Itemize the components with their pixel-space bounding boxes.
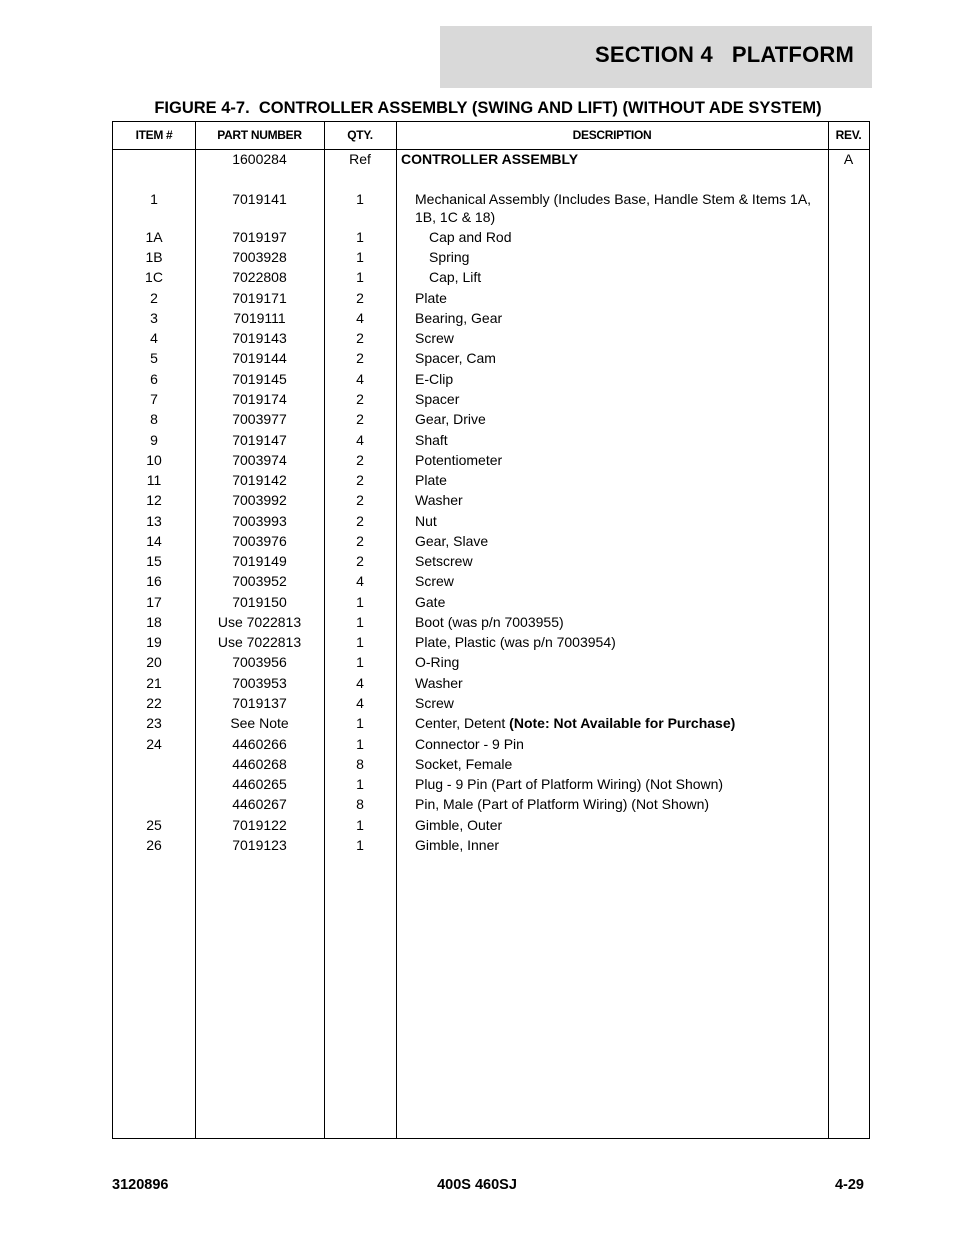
description-cell: Washer xyxy=(415,492,463,508)
quantity-cell: 2 xyxy=(356,492,364,508)
quantity-cell: 4 xyxy=(356,695,364,711)
column-divider xyxy=(828,122,829,1138)
quantity-cell: 1 xyxy=(356,736,364,752)
description-cell: Plate xyxy=(415,472,447,488)
quantity-cell: 1 xyxy=(356,634,364,650)
item-number-cell: 8 xyxy=(150,411,158,427)
part-number-cell: 7019111 xyxy=(233,310,286,326)
purchase-note: (Note: Not Available for Purchase) xyxy=(509,715,736,731)
description-cell: O-Ring xyxy=(415,654,460,670)
description-cell: Washer xyxy=(415,675,463,691)
quantity-cell: 2 xyxy=(356,391,364,407)
item-number-cell: 12 xyxy=(146,492,162,508)
quantity-cell: 2 xyxy=(356,553,364,569)
part-number-cell: 7003976 xyxy=(232,533,287,549)
column-header-qty: QTY. xyxy=(347,128,373,142)
description-cell: Spacer xyxy=(415,391,460,407)
part-number-cell: 7019197 xyxy=(232,229,287,245)
description-cell: Screw xyxy=(415,695,454,711)
description-cell: Boot (was p/n 7003955) xyxy=(415,614,564,630)
description-cell: Gear, Slave xyxy=(415,533,489,549)
description-cell: Spacer, Cam xyxy=(415,350,496,366)
quantity-cell: 2 xyxy=(356,452,364,468)
quantity-cell: 4 xyxy=(356,371,364,387)
section-title: SECTION 4 PLATFORM xyxy=(594,42,854,67)
item-number-cell: 2 xyxy=(150,290,158,306)
quantity-cell: 4 xyxy=(356,573,364,589)
quantity-cell: 2 xyxy=(356,290,364,306)
quantity-cell: 4 xyxy=(356,675,364,691)
part-number-cell: 7019122 xyxy=(232,817,287,833)
description-cell: E-Clip xyxy=(415,371,454,387)
quantity-cell: 1 xyxy=(356,594,364,610)
quantity-cell: 2 xyxy=(356,330,364,346)
quantity-cell: 1 xyxy=(356,715,364,731)
part-number-cell: 7022808 xyxy=(232,269,287,285)
description-cell: Gate xyxy=(415,594,446,610)
item-number-cell: 1A xyxy=(145,229,163,245)
quantity-cell: 1 xyxy=(356,614,364,630)
item-number-cell: 13 xyxy=(146,513,162,529)
description-cell xyxy=(415,714,735,732)
quantity-cell: 1 xyxy=(356,269,364,285)
item-number-cell: 10 xyxy=(146,452,162,468)
part-number-cell: 7019174 xyxy=(232,391,287,407)
quantity-cell: 1 xyxy=(356,776,364,792)
item-number-cell: 1C xyxy=(145,269,163,285)
quantity-cell: 4 xyxy=(356,432,364,448)
description-cell: Pin, Male (Part of Platform Wiring) (Not Shown) xyxy=(415,796,710,812)
description-cell: Mechanical Assembly (Includes Base, Handle Stem & Items 1A, 1B, 1C & 18) xyxy=(415,191,812,225)
part-number-cell: See Note xyxy=(230,715,289,731)
description-cell: Bearing, Gear xyxy=(415,310,503,326)
quantity-cell: 8 xyxy=(356,756,364,772)
description-cell: Screw xyxy=(415,573,454,589)
description-cell: CONTROLLER ASSEMBLY xyxy=(401,151,579,167)
quantity-cell: 1 xyxy=(356,837,364,853)
part-number-cell: 7003974 xyxy=(232,452,287,468)
column-header-rev: REV. xyxy=(835,128,862,142)
part-number-cell: 7019137 xyxy=(232,695,287,711)
part-number-cell: 7019149 xyxy=(232,553,287,569)
quantity-cell: Ref xyxy=(349,151,371,167)
quantity-cell: 4 xyxy=(356,310,364,326)
part-number-cell: 7003953 xyxy=(232,675,287,691)
description-cell: Socket, Female xyxy=(415,756,513,772)
quantity-cell: 1 xyxy=(356,817,364,833)
revision-cell: A xyxy=(843,151,854,167)
item-number-cell: 26 xyxy=(146,837,162,853)
item-number-cell: 18 xyxy=(146,614,162,630)
part-number-cell: 7019123 xyxy=(232,837,287,853)
quantity-cell: 2 xyxy=(356,533,364,549)
part-number-cell: 7003992 xyxy=(232,492,287,508)
item-number-cell: 23 xyxy=(146,715,162,731)
column-header-item: ITEM # xyxy=(135,128,173,142)
part-number-cell: 7019144 xyxy=(232,350,287,366)
item-number-cell: 3 xyxy=(150,310,158,326)
item-number-cell: 1B xyxy=(145,249,163,265)
description-cell: Shaft xyxy=(415,432,448,448)
item-number-cell: 22 xyxy=(146,695,162,711)
description-cell: Plate, Plastic (was p/n 7003954) xyxy=(415,634,616,650)
part-number-cell: 7019147 xyxy=(232,432,287,448)
item-number-cell: 15 xyxy=(146,553,162,569)
quantity-cell: 1 xyxy=(356,654,364,670)
description-cell: Gimble, Inner xyxy=(415,837,500,853)
description-cell: Screw xyxy=(415,330,454,346)
parts-table xyxy=(112,121,870,1139)
part-number-cell: 4460266 xyxy=(232,736,287,752)
part-number-cell: 7019171 xyxy=(232,290,287,306)
part-number-cell: 4460265 xyxy=(232,776,287,792)
item-number-cell: 17 xyxy=(146,594,162,610)
column-header-part-number: PART NUMBER xyxy=(217,128,302,142)
part-number-cell: 7019150 xyxy=(232,594,287,610)
description-cell: Plate xyxy=(415,290,447,306)
footer-page-number: 4-29 xyxy=(834,1177,864,1193)
description-cell: Plug - 9 Pin (Part of Platform Wiring) (Not Shown) xyxy=(415,776,724,792)
description-cell: Potentiometer xyxy=(415,452,503,468)
part-number-cell: 4460268 xyxy=(232,756,287,772)
part-number-cell: 7003977 xyxy=(232,411,287,427)
part-number-cell: 7003952 xyxy=(232,573,287,589)
item-number-cell: 4 xyxy=(150,330,158,346)
part-number-cell: 7003993 xyxy=(232,513,287,529)
item-number-cell: 7 xyxy=(150,391,158,407)
part-number-cell: Use 7022813 xyxy=(217,634,302,650)
item-number-cell: 11 xyxy=(146,472,162,488)
item-number-cell: 16 xyxy=(146,573,162,589)
item-number-cell: 20 xyxy=(146,654,162,670)
item-number-cell: 25 xyxy=(146,817,162,833)
footer-document-number: 3120896 xyxy=(112,1177,169,1193)
figure-title: FIGURE 4-7. CONTROLLER ASSEMBLY (SWING AND LIFT) (WITHOUT ADE SYSTEM) xyxy=(154,99,822,117)
description-cell: Setscrew xyxy=(415,553,473,569)
description-cell: Cap and Rod xyxy=(429,229,512,245)
column-divider xyxy=(396,122,397,1138)
item-number-cell: 1 xyxy=(150,191,158,207)
part-number-cell: 7019145 xyxy=(232,371,287,387)
part-number-cell: 7019142 xyxy=(232,472,287,488)
description-cell: Cap, Lift xyxy=(429,269,482,285)
quantity-cell: 2 xyxy=(356,472,364,488)
part-number-cell: 7003956 xyxy=(232,654,287,670)
quantity-cell: 8 xyxy=(356,796,364,812)
item-number-cell: 24 xyxy=(146,736,162,752)
description-cell: Connector - 9 Pin xyxy=(415,736,524,752)
item-number-cell: 21 xyxy=(146,675,162,691)
part-number-cell: 7003928 xyxy=(232,249,287,265)
item-number-cell: 5 xyxy=(150,350,158,366)
description-cell: Nut xyxy=(415,513,437,529)
item-number-cell: 19 xyxy=(146,634,162,650)
quantity-cell: 2 xyxy=(356,411,364,427)
footer-model: 400S 460SJ xyxy=(437,1177,517,1193)
part-number-cell: 4460267 xyxy=(232,796,287,812)
quantity-cell: 2 xyxy=(356,513,364,529)
quantity-cell: 1 xyxy=(356,229,364,245)
item-number-cell: 6 xyxy=(150,371,158,387)
section-header xyxy=(440,26,872,88)
part-number-cell: 7019141 xyxy=(232,191,287,207)
part-number-cell: Use 7022813 xyxy=(217,614,302,630)
part-number-cell: 7019143 xyxy=(232,330,287,346)
item-number-cell: 14 xyxy=(146,533,162,549)
item-number-cell: 9 xyxy=(150,432,158,448)
description-cell: Center, Detent xyxy=(415,715,510,731)
description-cell: Gimble, Outer xyxy=(415,817,503,833)
quantity-cell: 2 xyxy=(356,350,364,366)
description-cell: Gear, Drive xyxy=(415,411,486,427)
description-cell: Spring xyxy=(429,249,470,265)
part-number-cell: 1600284 xyxy=(232,151,287,167)
column-header-description: DESCRIPTION xyxy=(572,128,652,142)
quantity-cell: 1 xyxy=(356,249,364,265)
quantity-cell: 1 xyxy=(356,191,364,207)
